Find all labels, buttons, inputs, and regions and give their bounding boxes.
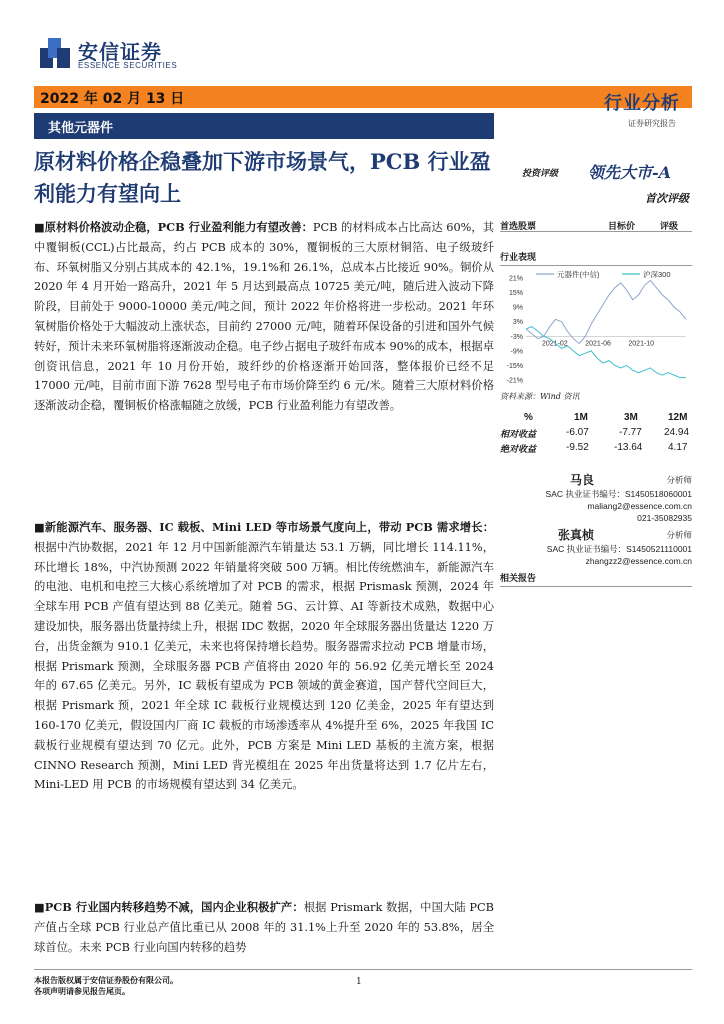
cell: 24.94	[664, 427, 690, 438]
rating-value: 领先大市-A	[588, 163, 672, 182]
paragraph-lead: ■PCB 行业国内转移趋势不减，国内企业积极扩产：	[34, 900, 304, 914]
table-header: 3M	[624, 412, 638, 423]
analyst-sac: SAC 执业证书编号：S1450521110001	[546, 544, 692, 554]
y-tick-label: -3%	[510, 333, 523, 341]
page-number: 1	[356, 977, 362, 987]
row-label: 相对收益	[500, 430, 537, 440]
brand-name-en: ESSENCE SECURITIES	[78, 61, 178, 70]
table-header: %	[524, 412, 533, 423]
paragraph	[34, 898, 494, 957]
analyst-sac: SAC 执业证书编号：S1450518060001	[545, 489, 692, 499]
legend-label: 沪深300	[643, 270, 671, 279]
rating-label: 投资评级	[522, 169, 559, 179]
chart-source: 资料来源：Wind 资讯	[500, 392, 580, 401]
y-tick-label: -15%	[506, 362, 523, 370]
cell: 4.17	[668, 442, 688, 453]
paragraph-lead: ■新能源汽车、服务器、IC 载板、Mini LED 等市场景气度向上，带动 PCB 需求增长：	[34, 520, 494, 534]
table-header-row	[500, 412, 692, 427]
cell: -6.07	[566, 427, 589, 438]
performance-chart	[500, 268, 692, 386]
x-tick-label: 2021-02	[542, 340, 568, 348]
stock-header-col3: 评级	[660, 222, 679, 232]
footer-notice	[34, 975, 178, 997]
analyst-name: 张真桢	[558, 528, 595, 542]
row-label: 绝对收益	[500, 445, 537, 455]
stock-header-col1: 首选股票	[500, 222, 537, 232]
report-date: 2022 年 02 月 13 日	[40, 91, 185, 107]
table-header: 12M	[668, 412, 688, 423]
footer-divider	[34, 969, 692, 970]
cell: -7.77	[619, 427, 642, 438]
paragraph-lead: ■原材料价格波动企稳，PCB 行业盈利能力有望改善：	[34, 220, 313, 234]
sector-name: 其他元器件	[48, 121, 114, 136]
series-line	[526, 280, 686, 343]
performance-table	[500, 412, 692, 457]
paragraph	[34, 518, 494, 795]
paragraph-body: 根据 Prismark 数据，中国大陆 PCB 产值占全球 PCB 行业总产值比重已从 2008 年的 31.1%上升至 2020 年的 53.8%，居全球首位。未来 PCB 行业向国内转移的趋势	[34, 901, 494, 954]
table-header: 1M	[574, 412, 588, 423]
y-tick-label: 9%	[512, 304, 523, 312]
footer-line1: 本报告版权属于安信证券股份有限公司。	[34, 975, 178, 985]
analyst-name: 马良	[570, 473, 595, 487]
performance-title: 行业表现	[500, 250, 692, 266]
footer-line2: 各项声明请参见报告尾页。	[34, 986, 130, 996]
y-tick-label: 21%	[508, 275, 523, 283]
analyst-phone: 021-35082935	[637, 513, 692, 523]
legend-label: 元器件(中信)	[557, 270, 600, 279]
series-line	[526, 327, 686, 378]
analyst-role: 分析师	[666, 530, 692, 540]
table-row	[500, 442, 692, 457]
x-tick-label: 2021-10	[628, 340, 655, 348]
analyst-email[interactable]: maliang2@essence.com.cn	[587, 501, 692, 511]
report-type: 行业分析	[604, 93, 680, 114]
stock-header	[500, 219, 692, 232]
related-reports: 相关报告	[500, 571, 692, 587]
analyst-role: 分析师	[666, 475, 692, 485]
y-tick-label: 3%	[512, 319, 523, 327]
cell: -13.64	[614, 442, 643, 453]
page-title: 原材料价格企稳叠加下游市场景气，PCB 行业盈利能力有望向上	[34, 149, 491, 206]
brand-logo-icon	[40, 38, 70, 68]
paragraph-body: PCB 的材料成本占比高达 60%，其中覆铜板(CCL)占比最高，约占 PCB 成本的 30%，覆铜板的三大原材铜箔、电子级玻纤布、环氧树脂又分别占其成本的 42.1%，19.1%和 26.1%，总成本占比接近 90%。铜价从 2020 年 4 月开始一路高升，2021 年 5 月达到最高点 10725 美元/吨，随后进入波动下降阶段，目前处于 9000-10000 美元/吨之间，预计 2022 年价格将进一步松动。2021 年环氧树脂价格处于大幅波动上涨状态，目前约 27000 元/吨，随着环保设备的引进和国外气候转好，预计未来环氧树脂将逐渐波动企稳。电子纱占据电子玻纤布成本 90%的成本，根据卓创资讯信息，2021 年 10 月份开始，玻纤纱的价格逐渐开始回落，整体报价已经不足 17000 元/吨，目前市面下游 7628 型号电子布市场价降至约 6 元/米。随着三大原材料价格逐渐波动企稳，覆铜板价格涨幅随之放缓，PCB 行业盈利能力有望改善。	[34, 221, 494, 413]
x-tick-label: 2021-06	[585, 340, 611, 348]
y-tick-label: -21%	[506, 377, 523, 385]
rating-first: 首次评级	[645, 192, 689, 205]
table-row	[500, 427, 692, 442]
report-subtype: 证券研究报告	[628, 119, 676, 128]
analyst-card	[500, 474, 692, 534]
stock-header-col2: 目标价	[608, 222, 636, 232]
paragraph-body: 根据中汽协数据，2021 年 12 月中国新能源汽车销量达 53.1 万辆，同比增长 114.11%，环比增长 18%，中汽协预测 2022 年销量将突破 500 万辆。相比传统燃油车，新能源汽车的电池、电机和电控三大核心系统增加了对 PCB 的需求，根据 Prismask 预测，2024 年全球车用 PCB 产值有望达到 88 亿美元。随着 5G、云计算、AI 等新技术成熟，数据中心建设加快，服务器出货量持续上升，根据 IDC 数据，2020 年全球服务器出货量达 1220 万台，出货金额为 910.1 亿美元，未来也将保持增长趋势。服务器需求拉动 PCB 增量市场，根据 Prismark 预测，全球服务器 PCB 产值将由 2020 年的 56.92 亿美元增长至 2024 年的 67.65 亿美元。另外，IC 载板有望成为 PCB 领域的黄金赛道，国产替代空间巨大，根据 Prismark 预，2021 年全球 IC 载板行业规模达到 120 亿美金，2025 年有望达到 160-170 亿美元，假设国内厂商 IC 载板的市场渗透率从 4%提升至 6%，2025 年我国 IC 载板行业规模有望达到 70 亿元。此外，PCB 方案是 Mini LED 基板的主流方案，根据 CINNO Research 预测，Mini LED 背光模组在 2025 年出货量将达到 1.7 亿片左右，Mini-LED 用 PCB 的市场规模有望达到 34 亿美元。	[34, 540, 494, 792]
analyst-card	[500, 529, 692, 573]
brand-name: 安信证券	[78, 40, 162, 64]
paragraph	[34, 218, 494, 416]
analyst-email[interactable]: zhangzz2@essence.com.cn	[585, 556, 692, 566]
y-tick-label: -9%	[510, 348, 523, 356]
cell: -9.52	[566, 442, 589, 453]
y-tick-label: 15%	[508, 290, 523, 298]
